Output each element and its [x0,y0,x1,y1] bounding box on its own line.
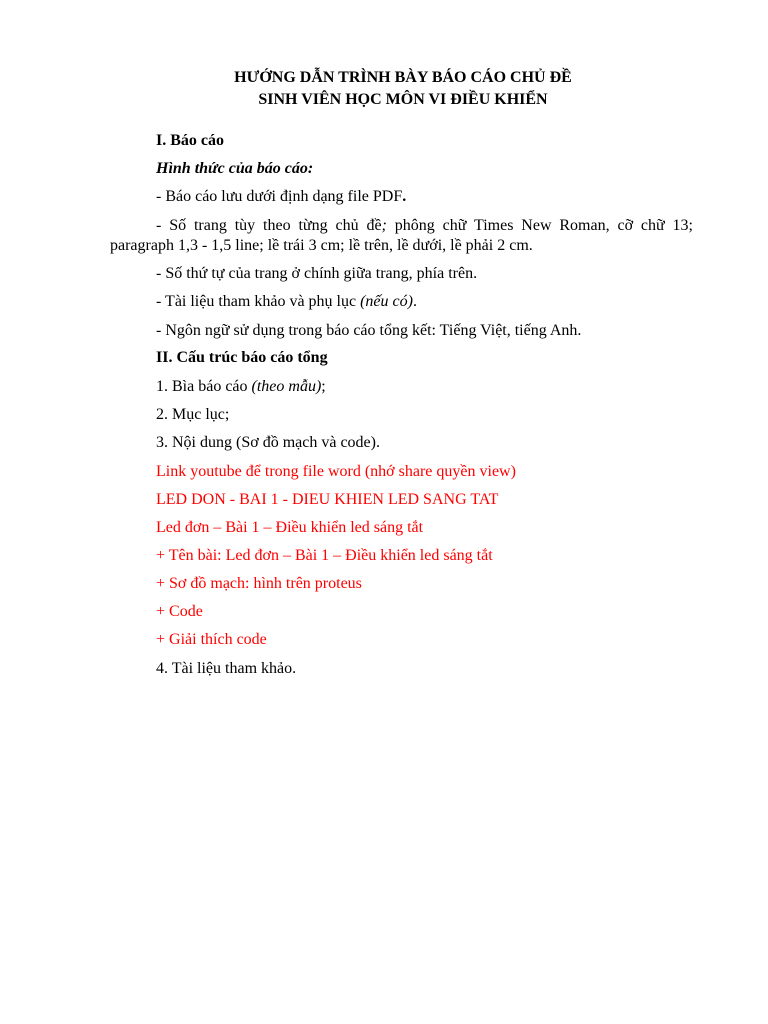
format-item-language: - Ngôn ngữ sử dụng trong báo cáo tổng kết: Tiếng Việt, tiếng Anh. [156,322,582,339]
format-item-references-text: - Tài liệu tham khảo và phụ lục [156,293,361,310]
structure-item-cover-end: ; [321,378,326,395]
structure-item-cover-note: (theo mẫu) [251,378,322,395]
format-item-pages [156,216,693,236]
structure-item-content: 3. Nội dung (Sơ đồ mạch và code). [156,434,380,451]
red-note-example-title: Led đơn – Bài 1 – Điều khiển led sáng tắt [156,519,424,536]
structure-item-references: 4. Tài liệu tham khảo. [156,660,297,677]
format-item-pages-part1: - Số trang tùy theo từng chủ đề [156,217,382,234]
structure-item-cover [156,377,326,397]
format-item-references-period: . [412,293,417,310]
format-item-references [156,292,417,312]
format-item-pages-continuation: paragraph 1,3 - 1,5 line; lề trái 3 cm; lề trên, lề dưới, lề phải 2 cm. [110,237,533,254]
structure-item-toc: 2. Mục lục; [156,406,230,423]
section-1-subheading: Hình thức của báo cáo: [156,160,314,177]
red-note-youtube-link: Link youtube để trong file word (nhớ share quyền view) [156,463,516,480]
red-note-circuit-diagram: + Sơ đồ mạch: hình trên proteus [156,575,362,592]
format-item-pdf-text: - Báo cáo lưu dưới định dạng file PDF [156,188,403,205]
red-note-code: + Code [156,603,203,620]
document-title-line-1: HƯỚNG DẪN TRÌNH BÀY BÁO CÁO CHỦ ĐỀ [234,69,572,86]
section-2-heading: II. Cấu trúc báo cáo tổng [156,349,328,366]
format-item-pages-semicolon: ; [381,217,387,234]
format-item-pdf-period: . [402,188,407,205]
red-note-lesson-name: + Tên bài: Led đơn – Bài 1 – Điều khiển led sáng tắt [156,547,493,564]
format-item-pages-part2: phông chữ Times New Roman, cỡ chữ 13; [386,217,693,234]
format-item-page-number: - Số thứ tự của trang ở chính giữa trang, phía trên. [156,265,478,282]
document-title-line-2: SINH VIÊN HỌC MÔN VI ĐIỀU KHIỂN [258,91,548,108]
format-item-pdf [156,187,406,207]
section-1-heading: I. Báo cáo [156,132,224,149]
format-item-references-note: (nếu có) [360,293,413,310]
structure-item-cover-text: 1. Bìa báo cáo [156,378,252,395]
red-note-code-explanation: + Giải thích code [156,631,267,648]
red-note-example-title-ascii: LED DON - BAI 1 - DIEU KHIEN LED SANG TAT [156,491,499,508]
